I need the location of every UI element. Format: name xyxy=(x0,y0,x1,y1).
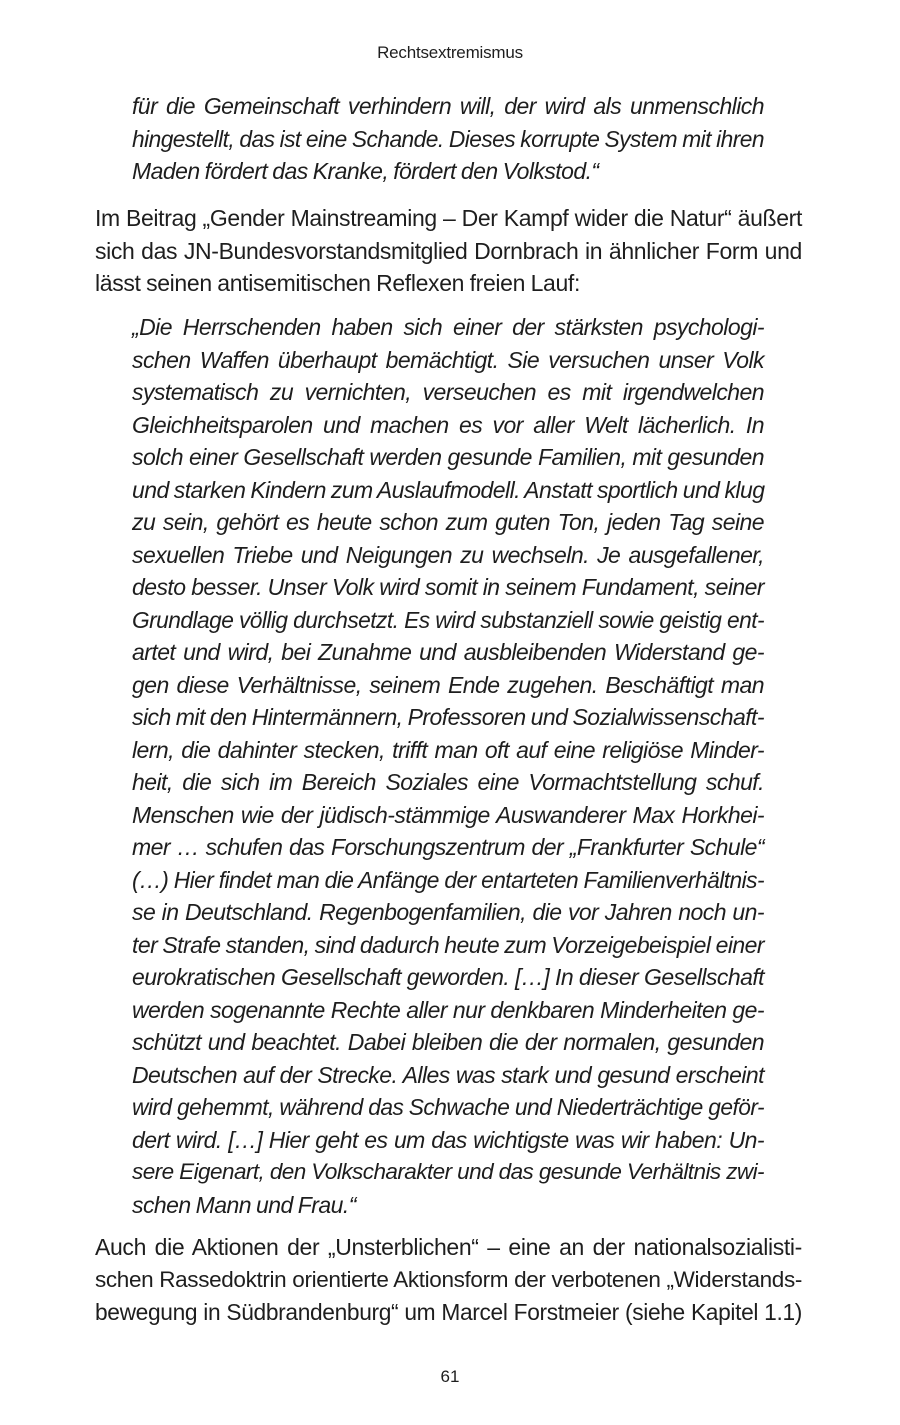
quote-line: Menschen wie der jüdisch-stämmige Auswanderer Max Horkhei- xyxy=(132,801,764,828)
quote-line: hingestellt, das ist eine Schande. Dieses korrupte System mit ihren xyxy=(132,125,764,152)
paragraph-line: schen Rassedoktrin orientierte Aktionsform der verbotenen „Widerstands- xyxy=(95,1266,802,1292)
quote-line: gen diese Verhältnisse, seinem Ende zugehen. Beschäftigt man xyxy=(132,671,764,698)
running-header: Rechtsextremismus xyxy=(377,43,523,62)
quote-line: werden sogenannte Rechte aller nur denkbaren Minderheiten ge- xyxy=(132,996,764,1023)
quote-line: schen Mann und Frau.“ xyxy=(132,1191,356,1218)
body-paragraph-gender-mainstreaming xyxy=(95,202,802,300)
quote-line: lern, die dahinter stecken, trifft man oft auf eine religiöse Minder- xyxy=(132,736,764,763)
paragraph-line: sich das JN-Bundesvorstandsmitglied Dornbrach in ähnlicher Form und xyxy=(95,237,802,264)
quote-line: artet und wird, bei Zunahme und ausbleibenden Widerstand ge- xyxy=(132,639,764,665)
quote-line: dert wird. […] Hier geht es um das wichtigste was wir haben: Un- xyxy=(132,1126,764,1153)
quote-line: eurokratischen Gesellschaft geworden. […] In dieser Gesellschaft xyxy=(132,964,764,990)
paragraph-line: lässt seinen antisemitischen Reflexen freien Lauf: xyxy=(95,270,581,296)
quote-line: ter Strafe standen, sind dadurch heute zum Vorzeigebeispiel einer xyxy=(132,931,764,958)
quote-line: solch einer Gesellschaft werden gesunde Familien, mit gesunden xyxy=(132,444,764,470)
block-quote-dornbrach xyxy=(132,311,764,1221)
quote-line: Grundlage völlig durchsetzt. Es wird substanziell sowie geistig ent- xyxy=(132,606,764,633)
quote-line: mer … schufen das Forschungszentrum der „Frankfurter Schule“ xyxy=(132,834,764,860)
quote-line: (…) Hier findet man die Anfänge der entarteten Familienverhältnis- xyxy=(132,866,764,893)
quote-line: schen Waffen überhaupt bemächtigt. Sie versuchen unser Volk xyxy=(132,346,764,373)
quote-line: heit, die sich im Bereich Soziales eine Vormachtstellung schuf. xyxy=(132,769,764,795)
paragraph-line: bewegung in Südbrandenburg“ um Marcel Forstmeier (siehe Kapitel 1.1) xyxy=(95,1299,802,1325)
quote-line: „Die Herrschenden haben sich einer der stärksten psychologi- xyxy=(132,314,764,340)
block-quote-continued xyxy=(132,90,764,188)
quote-line: schützt und beachtet. Dabei bleiben die der normalen, gesunden xyxy=(132,1029,764,1055)
quote-line: zu sein, gehört es heute schon zum guten Ton, jeden Tag seine xyxy=(132,509,764,535)
quote-line: sich mit den Hintermännern, Professoren und Sozialwissenschaft- xyxy=(132,704,764,730)
page-number: 61 xyxy=(440,1367,460,1386)
body-paragraph-unsterblichen xyxy=(95,1231,802,1329)
paragraph-line: Auch die Aktionen der „Unsterblichen“ – eine an der nationalsozialisti- xyxy=(95,1234,802,1260)
quote-line: sexuellen Triebe und Neigungen zu wechseln. Je ausgefallener, xyxy=(132,541,764,568)
quote-line: se in Deutschland. Regenbogenfamilien, die vor Jahren noch un- xyxy=(132,899,764,925)
quote-line: Gleichheitsparolen und machen es vor aller Welt lächerlich. In xyxy=(132,411,764,438)
quote-line: für die Gemeinschaft verhindern will, der wird als unmenschlich xyxy=(132,93,764,119)
quote-line: wird gehemmt, während das Schwache und Niederträchtige geför- xyxy=(132,1094,764,1120)
quote-line: sere Eigenart, den Volkscharakter und das gesunde Verhältnis zwi- xyxy=(132,1159,764,1184)
quote-line: systematisch zu vernichten, verseuchen es mit irgendwelchen xyxy=(132,379,764,405)
quote-line: und starken Kindern zum Auslaufmodell. Anstatt sportlich und klug xyxy=(132,476,765,503)
quote-line: Deutschen auf der Strecke. Alles was stark und gesund erscheint xyxy=(132,1061,764,1088)
paragraph-line: Im Beitrag „Gender Mainstreaming – Der Kampf wider die Natur“ äußert xyxy=(95,205,802,231)
quote-line: Maden fördert das Kranke, fördert den Volkstod.“ xyxy=(132,158,599,184)
quote-line: desto besser. Unser Volk wird somit in seinem Fundament, seiner xyxy=(132,574,764,600)
